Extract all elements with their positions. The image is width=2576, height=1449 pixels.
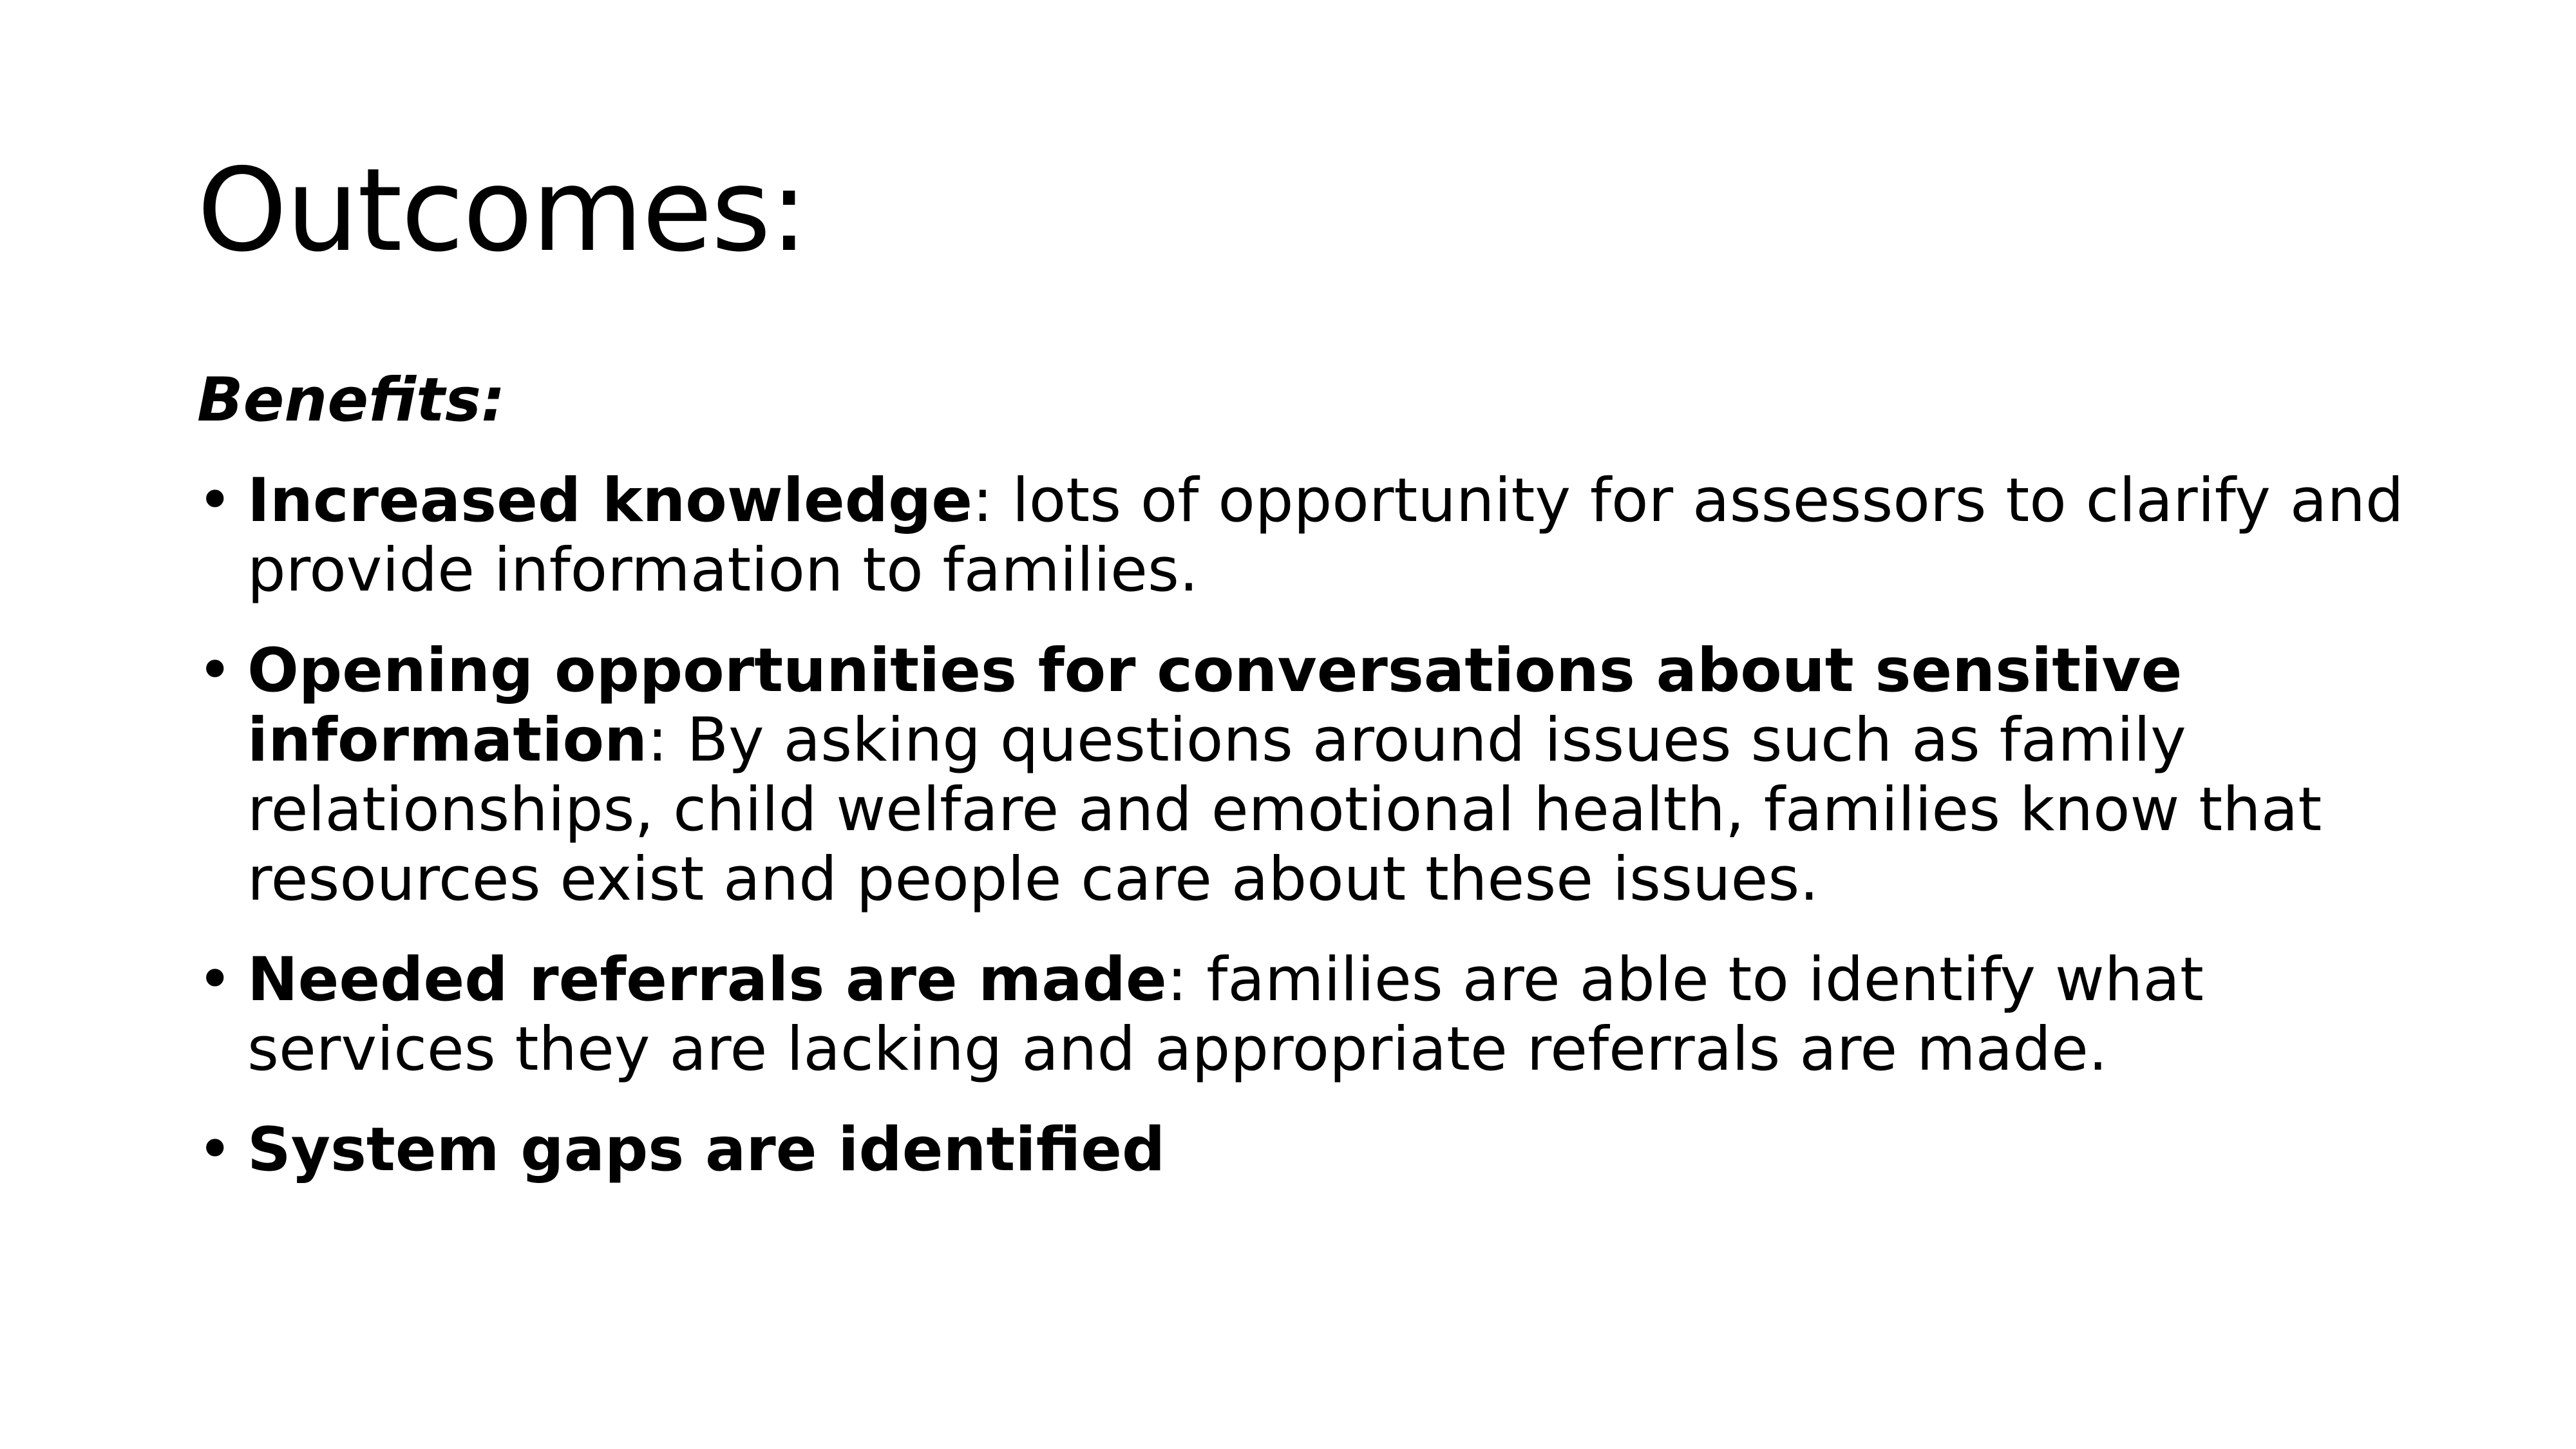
bullet-item [197,466,2425,605]
subheading: Benefits: [197,365,506,435]
bullet-icon: • [197,466,233,536]
bullet-bold-text: System gaps are identified [247,1115,1166,1185]
bullet-list [197,466,2425,1185]
bullet-text: : families are able to identify what services they are lacking and appropriate referrals are made. [247,945,2204,1084]
bullet-bold-text: Increased knowledge [247,466,973,536]
bullet-text: : lots of opportunity for assessors to clarify and provide information to families. [247,466,2404,605]
bullet-item [197,636,2425,914]
bullet-icon: • [197,636,233,706]
bullet-text: : By asking questions around issues such as family relationships, child welfare and emotional health, families know that resources exist and people care about these issues. [247,705,2322,914]
slide-title: Outcomes: [197,144,808,277]
bullet-bold-text: Needed referrals are made [247,945,1167,1015]
bullet-icon: • [197,1115,233,1185]
bullet-bold-text: Opening opportunities for conversations about sensitive information [247,636,2183,775]
bullet-icon: • [197,945,233,1015]
bullet-item [197,1115,2425,1185]
bullet-item [197,945,2425,1084]
slide-content [197,366,2425,1216]
